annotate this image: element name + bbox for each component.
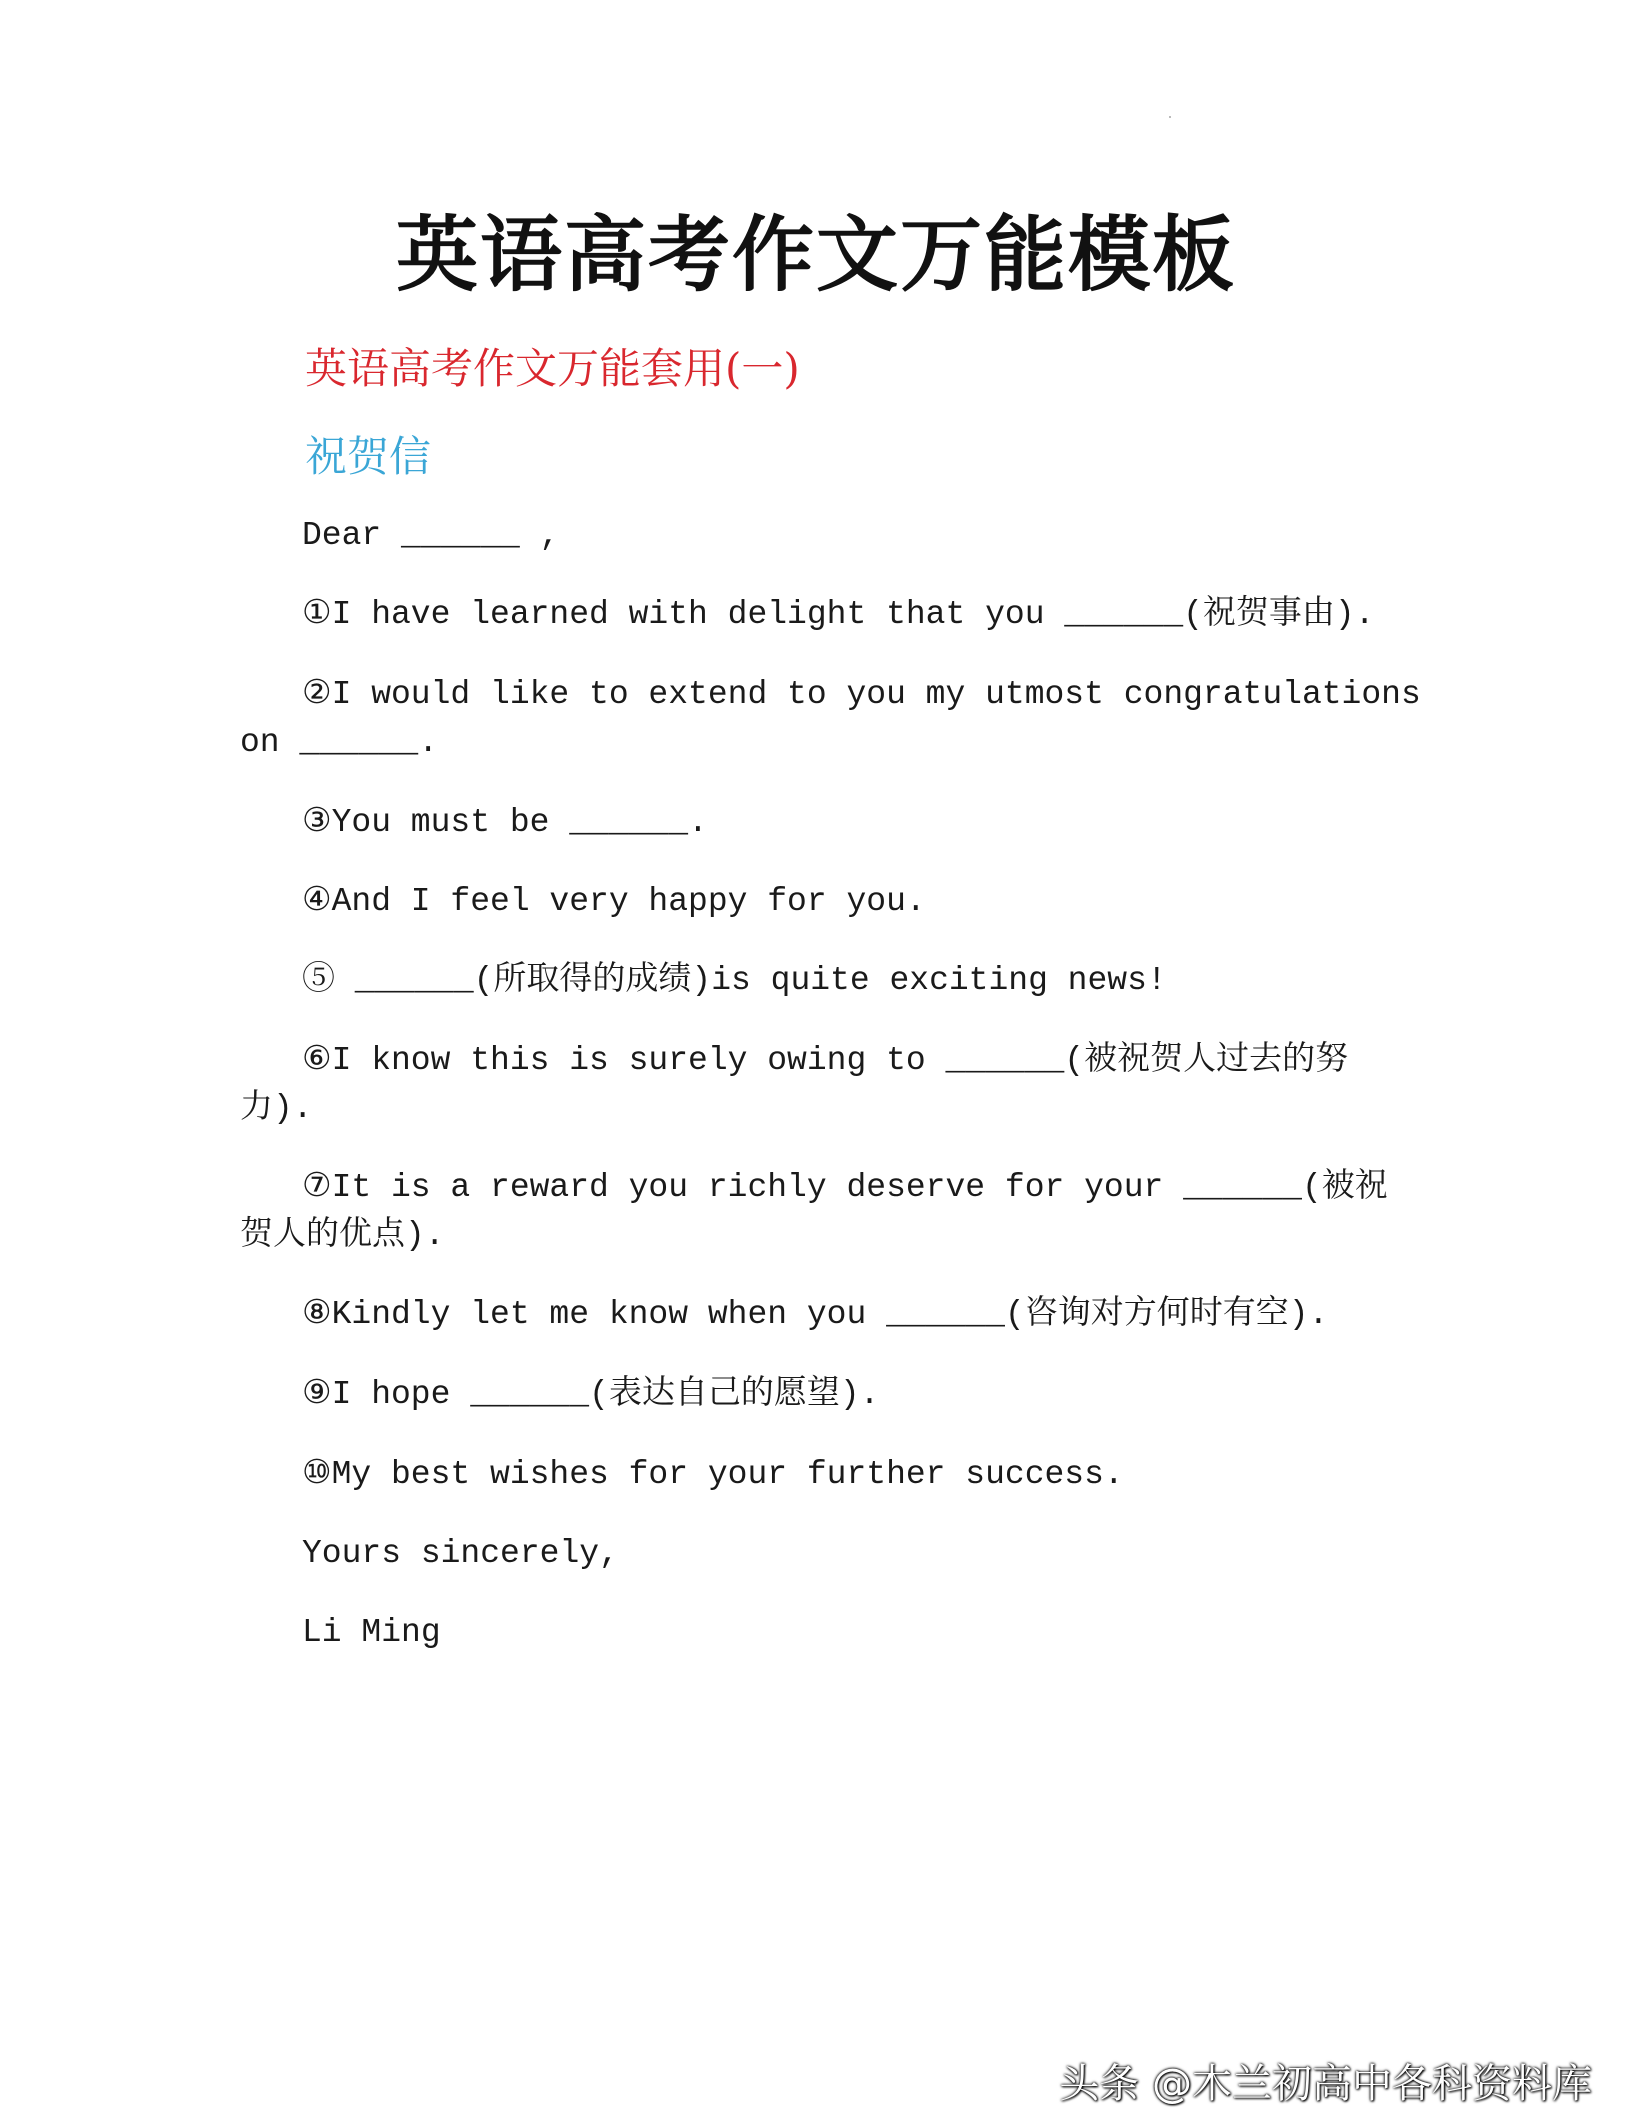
letter-sentence-8: ⑧Kindly let me know when you ______(咨询对方何时有空). (302, 1296, 1329, 1333)
letter-sentence-3: ③You must be ______. (302, 804, 708, 841)
letter-closing: Yours sincerely, (302, 1535, 619, 1572)
letter-sentence-7: ⑦It is a reward you richly deserve for your ______(被祝 (302, 1169, 1388, 1206)
letter-sentence-7-cont: 贺人的优点). (240, 1217, 445, 1254)
letter-sentence-10: ⑩My best wishes for your further success. (302, 1456, 1124, 1493)
scan-speck (1169, 116, 1171, 118)
letter-sentence-9: ⑨I hope ______(表达自己的愿望). (302, 1376, 880, 1413)
letter-sentence-2: ②I would like to extend to you my utmost congratulations (302, 676, 1421, 713)
letter-sentence-6-cont: 力). (240, 1090, 313, 1127)
letter-sentence-4: ④And I feel very happy for you. (302, 883, 926, 920)
page-title: 英语高考作文万能模板 (395, 207, 1236, 303)
letter-sentence-5: ⑤ ______(所取得的成绩)is quite exciting news! (302, 962, 1167, 999)
letter-sentence-2-cont: on ______. (240, 724, 439, 761)
watermark: 头条 @木兰初高中各科资料库 (1059, 2061, 1592, 2107)
letter-sentence-6: ⑥I know this is surely owing to ______(被祝贺人过去的努 (302, 1042, 1349, 1079)
subtitle: 英语高考作文万能套用(一) (305, 344, 800, 393)
letter-signature: Li Ming (302, 1614, 441, 1651)
section-heading: 祝贺信 (305, 432, 432, 481)
letter-sentence-1: ①I have learned with delight that you ______(祝贺事由). (302, 596, 1375, 633)
letter-greeting: Dear ______ , (302, 517, 560, 554)
